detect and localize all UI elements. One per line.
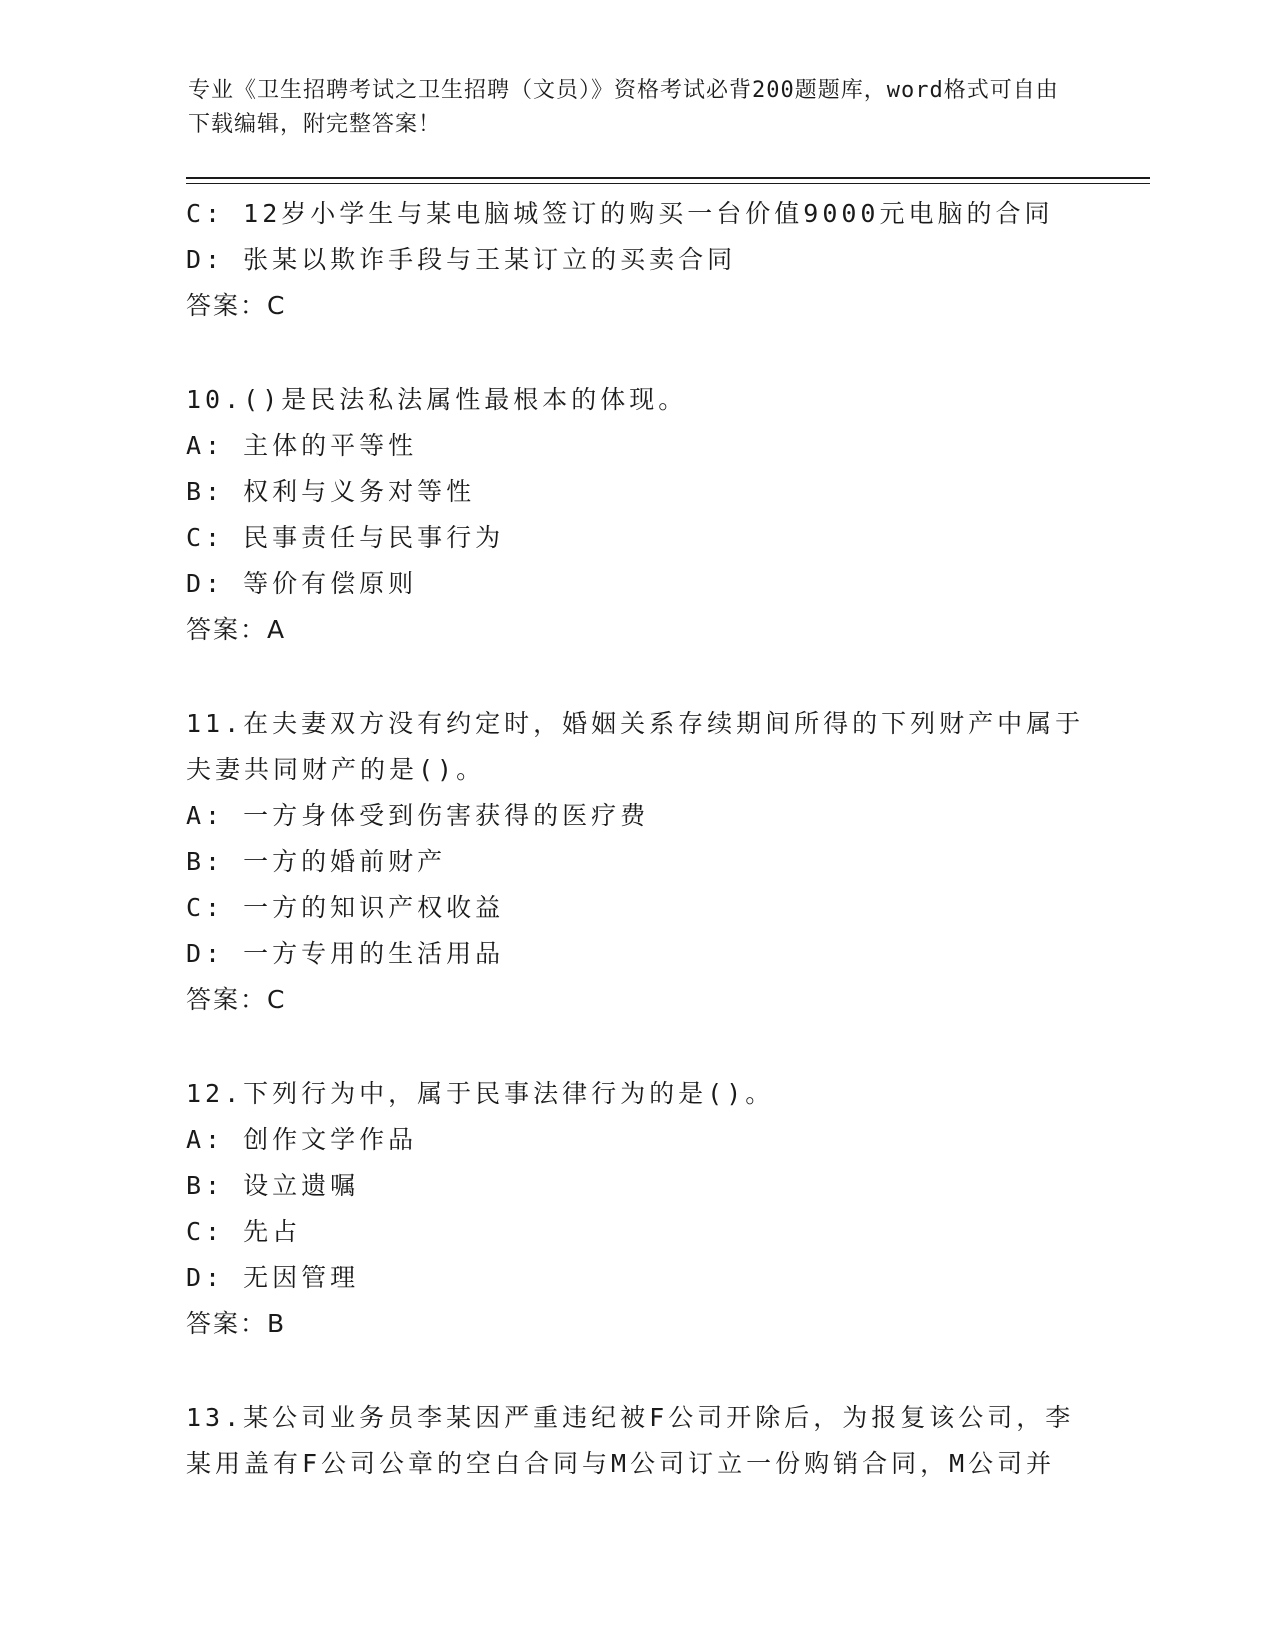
answer: 答案：B bbox=[186, 1309, 287, 1338]
answer: 答案：C bbox=[186, 291, 287, 320]
question-13 bbox=[186, 1395, 1086, 1487]
header-rule-thin bbox=[186, 183, 1150, 184]
question-9-continued bbox=[186, 191, 1086, 329]
header-rule-thick bbox=[186, 177, 1150, 179]
option-a: A: 主体的平等性 bbox=[186, 431, 418, 460]
answer: 答案：A bbox=[186, 615, 287, 644]
answer: 答案：C bbox=[186, 985, 287, 1014]
option-a: A: 一方身体受到伤害获得的医疗费 bbox=[186, 801, 650, 830]
option-d: D: 无因管理 bbox=[186, 1263, 360, 1292]
question-11 bbox=[186, 701, 1086, 1023]
option-d: D: 等价有偿原则 bbox=[186, 569, 418, 598]
question-12 bbox=[186, 1071, 1086, 1347]
option-b: B: 一方的婚前财产 bbox=[186, 847, 447, 876]
question-title: 12.下列行为中，属于民事法律行为的是()。 bbox=[186, 1079, 775, 1108]
option-b: B: 权利与义务对等性 bbox=[186, 477, 476, 506]
page-header: 专业《卫生招聘考试之卫生招聘（文员）》资格考试必背200题题库，word格式可自由下载编辑，附完整答案！ bbox=[188, 78, 1059, 137]
option-c: C: 12岁小学生与某电脑城签订的购买一台价值9000元电脑的合同 bbox=[186, 199, 1054, 228]
question-title: 13.某公司业务员李某因严重违纪被F公司开除后，为报复该公司，李某用盖有F公司公章的空白合同与M公司订立一份购销合同，M公司并 bbox=[186, 1403, 1075, 1478]
option-c: C: 一方的知识产权收益 bbox=[186, 893, 505, 922]
option-d: D: 一方专用的生活用品 bbox=[186, 939, 505, 968]
question-title: 10.()是民法私法属性最根本的体现。 bbox=[186, 385, 688, 414]
option-c: C: 先占 bbox=[186, 1217, 302, 1246]
option-b: B: 设立遗嘱 bbox=[186, 1171, 360, 1200]
document-body bbox=[186, 191, 1086, 1487]
option-c: C: 民事责任与民事行为 bbox=[186, 523, 505, 552]
question-10 bbox=[186, 377, 1086, 653]
option-d: D: 张某以欺诈手段与王某订立的买卖合同 bbox=[186, 245, 737, 274]
option-a: A: 创作文学作品 bbox=[186, 1125, 418, 1154]
question-title: 11.在夫妻双方没有约定时，婚姻关系存续期间所得的下列财产中属于夫妻共同财产的是()。 bbox=[186, 709, 1085, 784]
